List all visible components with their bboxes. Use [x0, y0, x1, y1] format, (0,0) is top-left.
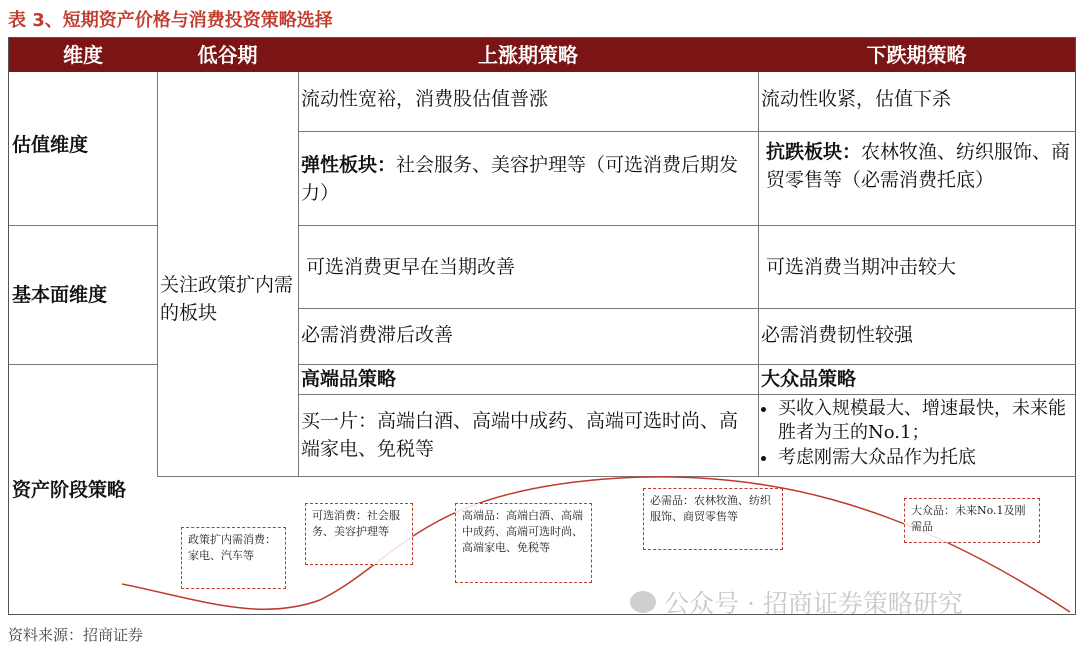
policy-consumption-box: 政策扩内需消费：家电、汽车等 [181, 527, 286, 589]
header-dimension: 维度 [9, 38, 157, 72]
down-liquidity-text: 流动性收紧，估值下杀 [761, 88, 952, 110]
up-high-end-text: 买一片：高端白酒、高端中成药、高端可选时尚、高端家电、免税等 [301, 410, 739, 460]
header-down-strategy: 下跌期策略 [758, 38, 1075, 72]
header-up-strategy: 上涨期策略 [298, 38, 758, 72]
up-necessity-text: 必需消费滞后改善 [301, 324, 454, 346]
down-defense-text: 农林牧渔、纺织服饰、商贸零售等（必需消费托底） [766, 141, 1071, 191]
header-trough: 低谷期 [157, 38, 298, 72]
watermark-text: 公众号 · 招商证券策略研究 [664, 589, 963, 618]
up-high-end-title: 高端品策略 [301, 368, 397, 390]
down-optional-text: 可选消费当期冲击较大 [766, 256, 957, 278]
optional-consumption-box: 可选消费：社会服务、美容护理等 [305, 503, 413, 565]
source-note: 资料来源：招商证券 [8, 626, 144, 644]
trough-policy-text: 关注政策扩内需的板块 [160, 274, 294, 324]
table-title: 表 3、短期资产价格与消费投资策略选择 [8, 10, 333, 31]
necessity-box: 必需品：农林牧渔、纺织服饰、商贸零售等 [643, 488, 783, 550]
list-item: • 考虑刚需大众品作为托底 [778, 446, 1074, 470]
high-end-box: 高端品：高端白酒、高端中成药、高端可选时尚、高端家电、免税等 [455, 503, 592, 583]
up-optional-text: 可选消费更早在当期改善 [306, 256, 516, 278]
row-label-asset-stage: 资产阶段策略 [12, 479, 127, 501]
row-label-valuation: 估值维度 [12, 134, 89, 156]
wechat-icon [630, 591, 656, 613]
list-item: • 买收入规模最大、增速最快，未来能胜者为王的No.1； [778, 397, 1074, 446]
up-liquidity-text: 流动性宽裕，消费股估值普涨 [301, 88, 549, 110]
down-necessity-text: 必需消费韧性较强 [761, 324, 914, 346]
mass-market-box: 大众品：未来No.1及刚需品 [904, 498, 1040, 543]
row-label-fundamental: 基本面维度 [12, 284, 108, 306]
up-elastic-label: 弹性板块： [301, 154, 397, 176]
watermark [630, 584, 963, 620]
down-defense-label: 抗跌板块： [766, 141, 862, 163]
up-elastic-text: 社会服务、美容护理等（可选消费后期发力） [301, 154, 739, 204]
down-mass-title: 大众品策略 [761, 368, 857, 390]
